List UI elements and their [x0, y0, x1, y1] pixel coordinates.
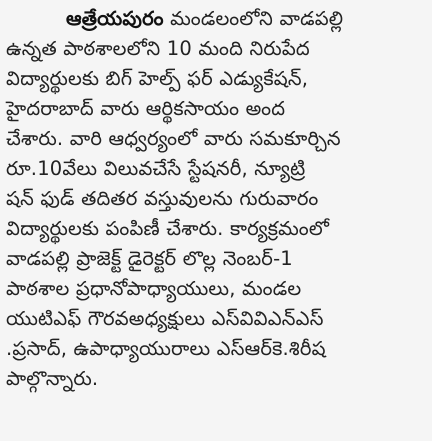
article-line-7: షన్ ఫుడ్ తదితర వస్తువులను గురువారం: [6, 187, 319, 210]
article-line-9: వాడపల్లి ప్రాజెక్ట్ డైరెక్టర్ లొల్ల నెంబర్-1: [6, 247, 293, 270]
article-line-4: హైదరాబాద్ వారు ఆర్థికసాయం అంద: [6, 97, 286, 120]
article-line-1-text: మండలంలోని వాడపల్లి: [163, 7, 344, 30]
article-line-1: [66, 6, 343, 36]
article-line-5: చేశారు. వారి ఆధ్వర్యంలో వారు సమకూర్చిన: [6, 127, 341, 150]
article-line-8: విద్యార్థులకు పంపిణీ చేశారు. కార్యక్రమంలో: [6, 217, 330, 240]
article-line-11: యుటిఎఫ్ గౌరవఅధ్యక్షులు ఎస్‌వివిఎన్‌ఎస్: [6, 307, 324, 330]
article-line-2: ఉన్నత పాఠశాలలోని 10 మంది నిరుపేద: [6, 37, 310, 60]
article-dateline: ఆత్రేయపురం: [66, 7, 164, 30]
article-line-13: పాల్గొన్నారు.: [6, 367, 99, 390]
article-line-3: విద్యార్థులకు బిగ్ హెల్ప్ ఫర్ ఎడ్యుకేషన్,: [6, 67, 309, 90]
article-line-12: .ప్రసాద్, ఉపాధ్యాయురాలు ఎస్ఆర్‌కె.శిరీష: [6, 337, 326, 360]
article-line-10: పాఠశాల ప్రధానోపాధ్యాయులు, మండల: [6, 277, 302, 300]
article-line-6: రూ.10వేలు విలువచేసే స్టేషనరీ, న్యూట్రి: [6, 157, 306, 180]
